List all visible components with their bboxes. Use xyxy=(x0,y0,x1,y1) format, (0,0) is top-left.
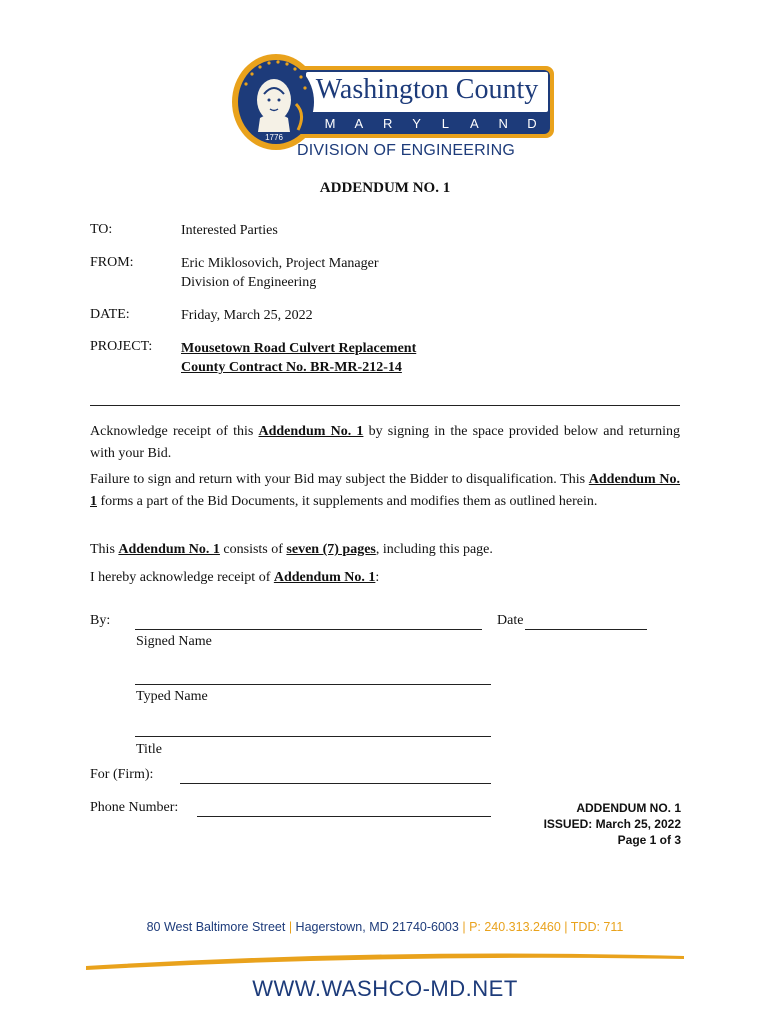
p2-addendum-ref: Addendum No. 1 xyxy=(90,472,681,509)
from-name: Eric Miklosovich, Project Manager xyxy=(181,256,379,271)
footer-swoosh xyxy=(86,944,684,972)
p4-text-a: I hereby acknowledge receipt of xyxy=(90,570,274,585)
date-label: DATE: xyxy=(90,307,130,322)
seal-year: 1776 xyxy=(265,133,283,142)
state-letter: L xyxy=(441,116,450,131)
phone-line[interactable] xyxy=(197,816,491,817)
typed-name-label: Typed Name xyxy=(136,689,208,704)
project-name: Mousetown Road Culvert Replacement xyxy=(181,341,417,356)
separator-3: | xyxy=(564,920,568,934)
p3-text-c: consists of xyxy=(219,542,287,557)
to-value: Interested Parties xyxy=(181,223,278,238)
acknowledge-paragraph xyxy=(90,421,680,465)
by-label: By: xyxy=(90,613,111,628)
phone-number: P: 240.313.2460 xyxy=(469,920,561,934)
division-name: DIVISION OF ENGINEERING xyxy=(297,142,515,159)
phone-label: Phone Number: xyxy=(90,800,179,815)
address-line xyxy=(0,920,770,934)
p3-text-a: This xyxy=(90,542,119,557)
street-address: 80 West Baltimore Street xyxy=(146,920,286,934)
title-line[interactable] xyxy=(135,736,491,737)
p1-addendum-ref: Addendum No. 1 xyxy=(258,424,364,439)
from-label: FROM: xyxy=(90,255,134,270)
project-label: PROJECT: xyxy=(90,339,153,354)
to-label: TO: xyxy=(90,222,113,237)
p3-page-count: seven (7) pages xyxy=(286,542,376,557)
logo-county-name: Washington County xyxy=(315,74,539,105)
section-divider xyxy=(90,405,680,406)
p3-text-e: , including this page. xyxy=(375,542,493,557)
separator-1: | xyxy=(288,920,293,934)
p2-text-a: Failure to sign and return with your Bid may subject the Bidder to disqualification. This xyxy=(90,472,589,487)
p2-text-c: forms a part of the Bid Documents, it supplements and modifies them as outlined herein. xyxy=(97,494,598,509)
project-contract: County Contract No. BR-MR-212-14 xyxy=(181,360,402,375)
state-letter: A xyxy=(354,116,364,131)
city-state-zip: Hagerstown, MD 21740-6003 xyxy=(295,920,459,934)
footer-issued-date: ISSUED: March 25, 2022 xyxy=(543,817,681,831)
p3-addendum-ref: Addendum No. 1 xyxy=(118,542,220,557)
typed-name-line[interactable] xyxy=(135,684,491,685)
addendum-title: ADDENDUM NO. 1 xyxy=(319,180,451,196)
state-letter: A xyxy=(469,116,479,131)
footer-page-number: Page 1 of 3 xyxy=(617,833,681,847)
state-letter: D xyxy=(527,116,537,131)
state-letter: M xyxy=(324,116,336,131)
washington-county-logo xyxy=(232,52,556,152)
pages-paragraph xyxy=(90,539,680,561)
p4-addendum-ref: Addendum No. 1 xyxy=(273,570,376,585)
signed-name-label: Signed Name xyxy=(136,634,212,649)
p4-text-c: : xyxy=(375,570,380,585)
from-division: Division of Engineering xyxy=(181,275,317,290)
date-line[interactable] xyxy=(525,629,647,630)
separator-2: | xyxy=(462,920,466,934)
signature-line[interactable] xyxy=(135,629,482,630)
p1-text-a: Acknowledge receipt of this xyxy=(90,424,259,439)
addendum-footer-block xyxy=(470,800,681,848)
tdd-number: TDD: 711 xyxy=(570,920,624,934)
state-letter: Y xyxy=(412,116,421,131)
date-field-label: Date xyxy=(497,613,524,628)
firm-line[interactable] xyxy=(180,783,491,784)
state-letter: R xyxy=(383,116,393,131)
state-letter: N xyxy=(498,116,508,131)
firm-label: For (Firm): xyxy=(90,767,154,782)
title-label: Title xyxy=(136,742,162,757)
receipt-paragraph xyxy=(90,567,680,589)
date-value: Friday, March 25, 2022 xyxy=(181,308,313,323)
failure-paragraph xyxy=(90,469,680,513)
p1-text-c: by signing in the space provided below and returning with your Bid. xyxy=(90,424,680,461)
website-link[interactable]: WWW.WASHCO-MD.NET xyxy=(252,976,518,1001)
footer-addendum-no: ADDENDUM NO. 1 xyxy=(576,801,681,815)
